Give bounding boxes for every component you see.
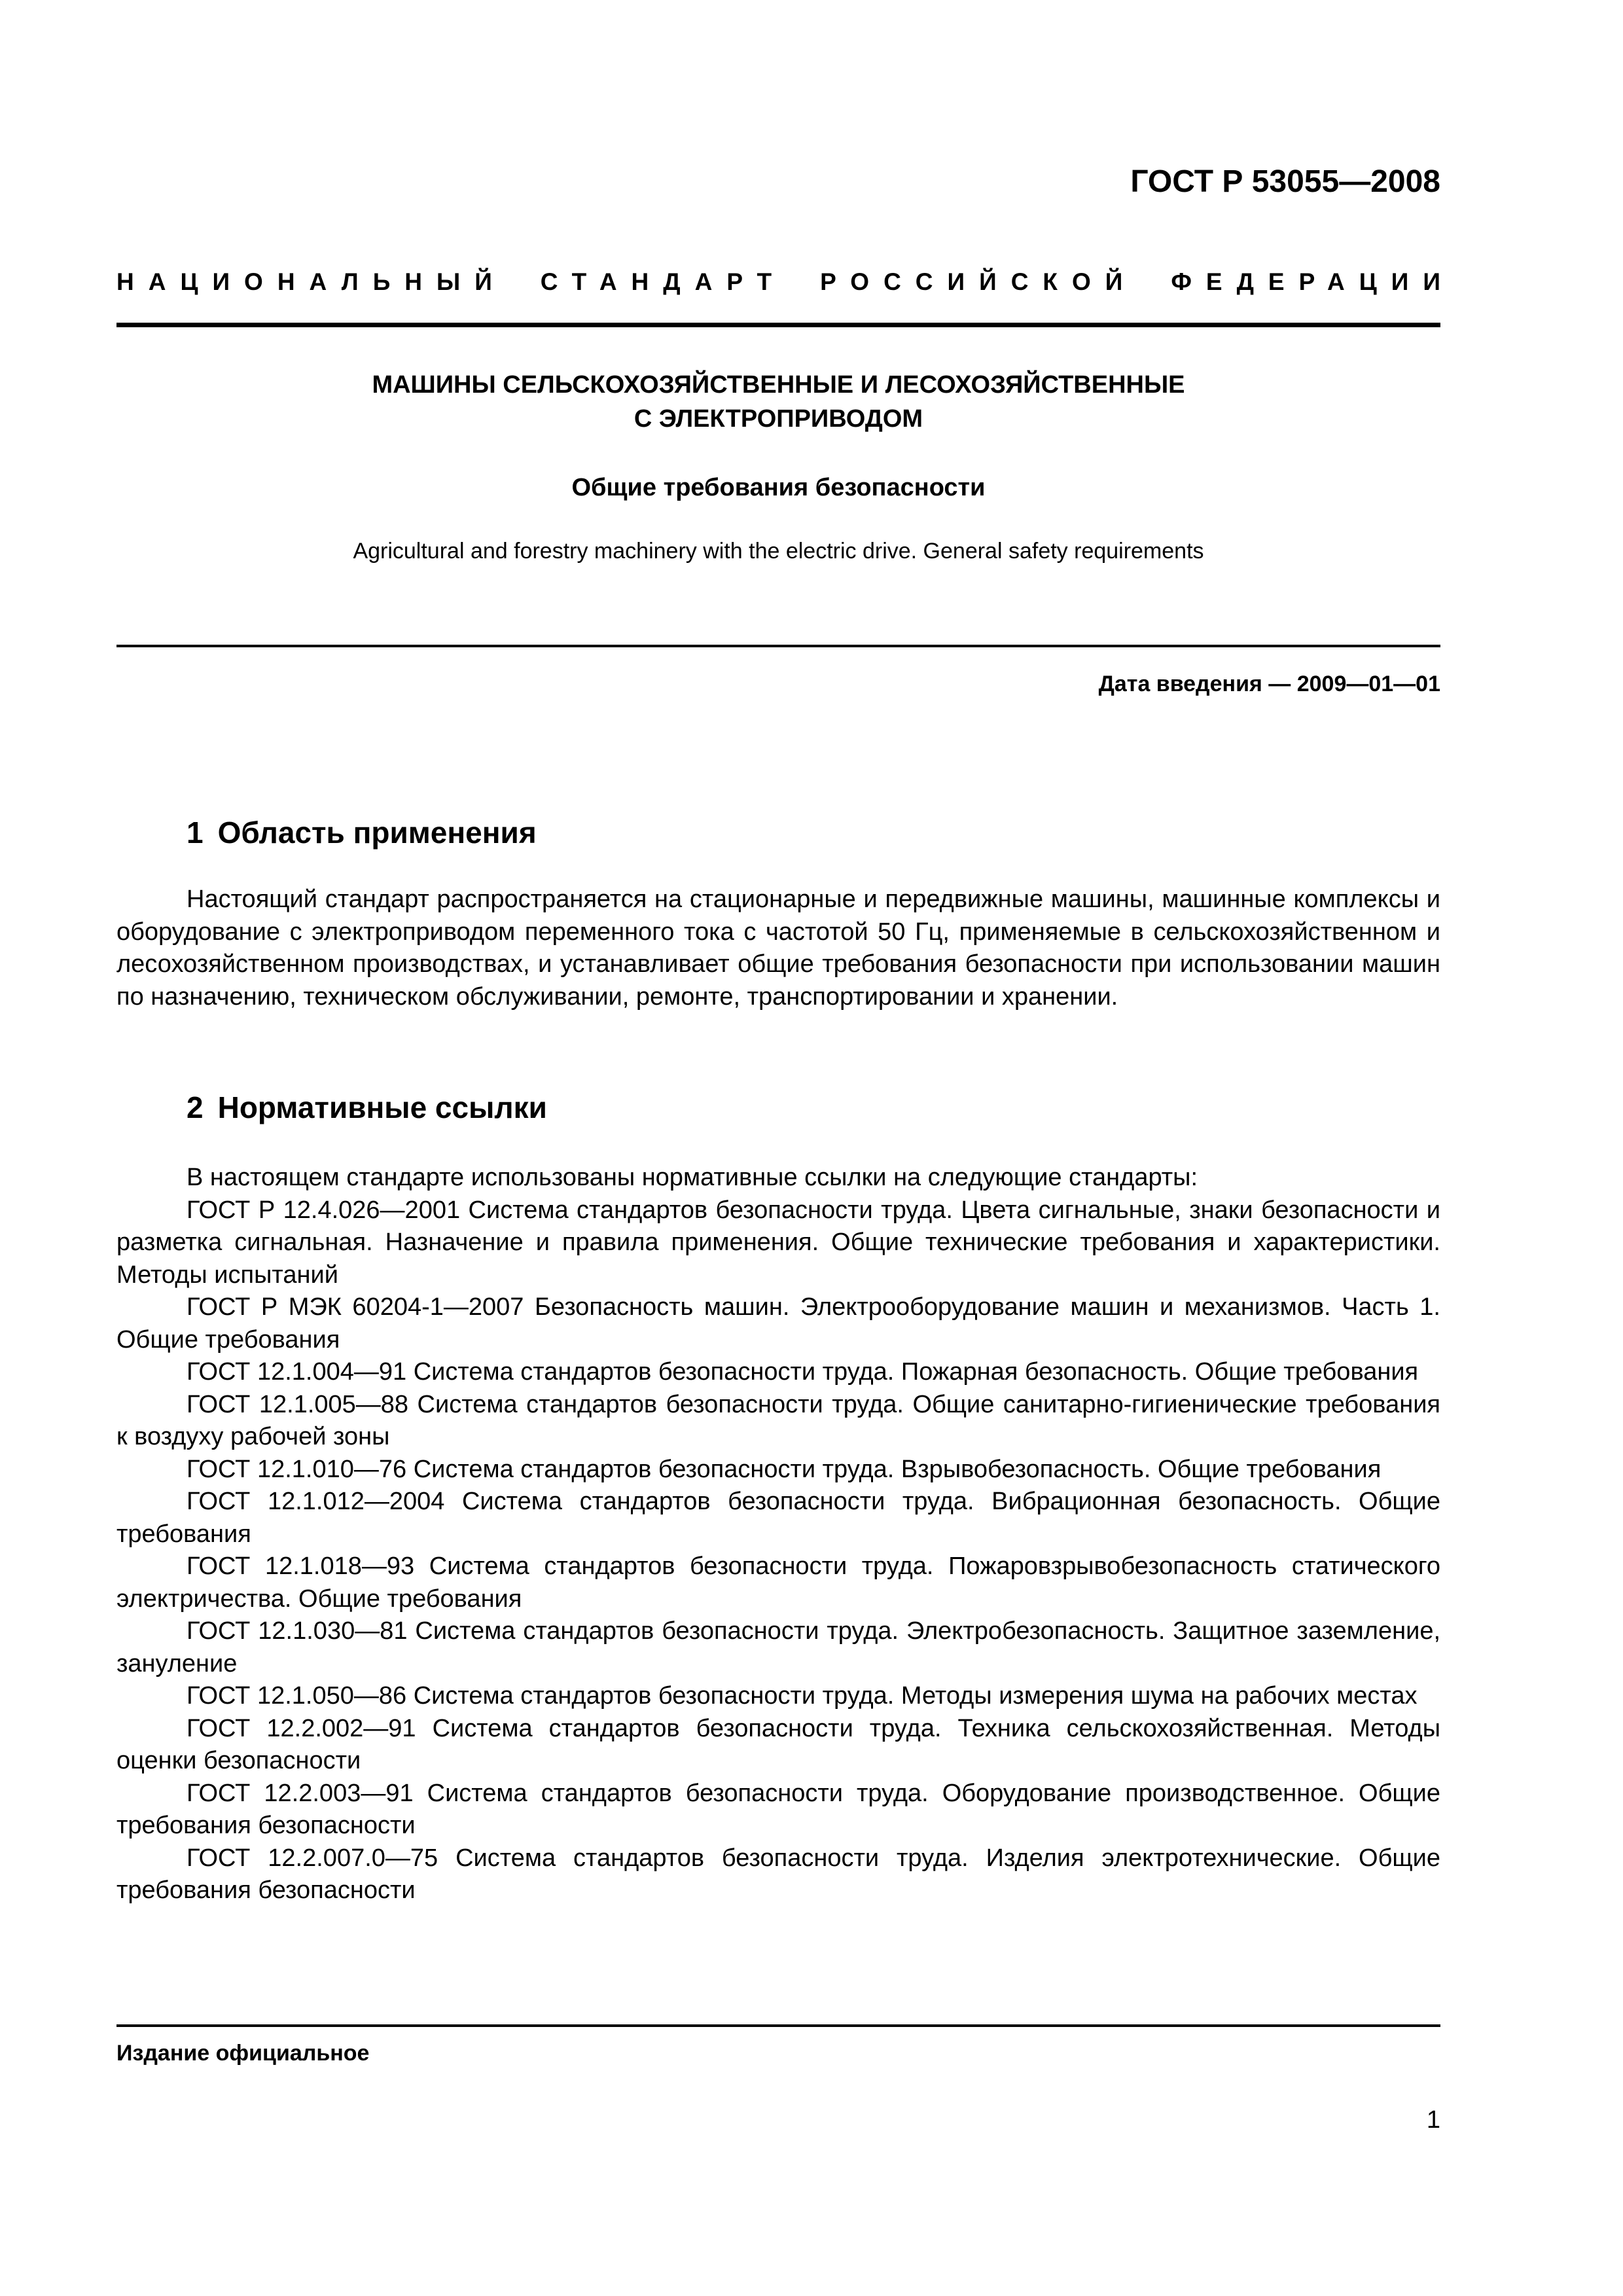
english-title: Agricultural and forestry machinery with the electric drive. General safety requirements xyxy=(353,539,1204,564)
header-divider xyxy=(116,323,1440,327)
reference-item xyxy=(116,1615,1440,1680)
reference-title: Безопасность машин. Электрооборудование машин и механизмов. Часть 1. Общие требования xyxy=(116,1293,1440,1354)
title-line-2: С ЭЛЕКТРОПРИВОДОМ xyxy=(633,405,923,433)
page-number: 1 xyxy=(1426,2106,1440,2134)
banner-word: СТАНДАРТ xyxy=(540,268,787,295)
reference-title: Система стандартов безопасности труда. Пожаровзрывобезопасность статического электричества. Общие требования xyxy=(116,1552,1441,1613)
section-heading-scope xyxy=(187,815,537,850)
reference-item xyxy=(116,1551,1440,1615)
national-standard-banner xyxy=(116,268,1455,296)
reference-item xyxy=(116,1486,1440,1551)
reference-code: ГОСТ 12.2.003—91 xyxy=(187,1779,414,1807)
reference-code: ГОСТ Р МЭК 60204-1—2007 xyxy=(187,1293,524,1321)
reference-item xyxy=(116,1713,1440,1778)
reference-item xyxy=(116,1389,1440,1454)
reference-title: Система стандартов безопасности труда. Общие санитарно-гигиенические требования к воздуху рабочей зоны xyxy=(116,1390,1440,1450)
reference-item xyxy=(116,1356,1440,1389)
banner-word: ФЕДЕРАЦИИ xyxy=(1171,268,1455,295)
scope-paragraph: Настоящий стандарт распространяется на стационарные и передвижные машины, машинные комплексы и оборудование с электроприводом переменного тока с частотой 50 Гц, применяемые в сельскохозяйственном и лесохозяйственном производствах, и устанавливает общие требования безопасности при использовании машин по назначению, техническом обслуживании, ремонте, транспортировании и хранении. xyxy=(116,886,1440,1011)
reference-item xyxy=(116,1454,1440,1486)
reference-item xyxy=(116,1680,1440,1713)
reference-title: Система стандартов безопасности труда. Цвета сигнальные, знаки безопасности и разметка сигнальная. Назначение и правила применения. Общие технические требования и характеристики. Методы испытаний xyxy=(116,1196,1440,1289)
reference-code: ГОСТ 12.2.002—91 xyxy=(187,1714,416,1742)
reference-item xyxy=(116,1842,1440,1907)
reference-title: Система стандартов безопасности труда. Техника сельскохозяйственная. Методы оценки безопасности xyxy=(116,1714,1441,1774)
banner-word: РОССИЙСКОЙ xyxy=(820,268,1137,295)
reference-item xyxy=(116,1291,1440,1356)
title-line-1: МАШИНЫ СЕЛЬСКОХОЗЯЙСТВЕННЫЕ И ЛЕСОХОЗЯЙСТВЕННЫЕ xyxy=(372,371,1185,399)
reference-code: ГОСТ 12.1.050—86 xyxy=(187,1682,407,1710)
reference-code: ГОСТ 12.1.012—2004 xyxy=(187,1488,445,1515)
reference-code: ГОСТ 12.1.005—88 xyxy=(187,1390,409,1418)
document-number: ГОСТ Р 53055—2008 xyxy=(1130,164,1440,199)
footer-divider xyxy=(116,2024,1440,2027)
reference-code: ГОСТ 12.1.018—93 xyxy=(187,1552,415,1580)
section-number: 1 xyxy=(187,816,204,850)
official-edition-label: Издание официальное xyxy=(116,2041,370,2066)
banner-word: НАЦИОНАЛЬНЫЙ xyxy=(116,268,507,295)
reference-code: ГОСТ 12.2.007.0—75 xyxy=(187,1844,438,1872)
reference-code: ГОСТ 12.1.004—91 xyxy=(187,1358,407,1386)
reference-code: ГОСТ Р 12.4.026—2001 xyxy=(187,1196,461,1224)
reference-title: Система стандартов безопасности труда. Пожарная безопасность. Общие требования xyxy=(413,1358,1419,1386)
reference-title: Система стандартов безопасности труда. Электробезопасность. Защитное заземление, зануление xyxy=(116,1617,1441,1677)
references-section-body xyxy=(116,1162,1440,1907)
reference-code: ГОСТ 12.1.030—81 xyxy=(187,1617,408,1645)
reference-title: Система стандартов безопасности труда. Изделия электротехнические. Общие требования безопасности xyxy=(116,1844,1441,1904)
reference-item xyxy=(116,1778,1440,1842)
section-title: Область применения xyxy=(217,816,537,850)
section-title: Нормативные ссылки xyxy=(217,1090,547,1124)
document-subtitle: Общие требования безопасности xyxy=(571,474,986,501)
reference-code: ГОСТ 12.1.010—76 xyxy=(187,1455,407,1483)
reference-title: Система стандартов безопасности труда. Взрывобезопасность. Общие требования xyxy=(413,1455,1382,1483)
reference-title: Система стандартов безопасности труда. Оборудование производственное. Общие требования безопасности xyxy=(116,1779,1440,1839)
title-block xyxy=(116,368,1440,564)
section-number: 2 xyxy=(187,1090,204,1124)
scope-section-body xyxy=(116,884,1440,1013)
references-lead: В настоящем стандарте использованы нормативные ссылки на следующие стандарты: xyxy=(187,1164,1198,1191)
reference-title: Система стандартов безопасности труда. Вибрационная безопасность. Общие требования xyxy=(116,1488,1440,1548)
introduction-date: Дата введения — 2009—01—01 xyxy=(1098,672,1440,696)
reference-item xyxy=(116,1194,1440,1292)
section-heading-references xyxy=(187,1090,547,1125)
title-divider xyxy=(116,645,1440,647)
reference-title: Система стандартов безопасности труда. Методы измерения шума на рабочих местах xyxy=(413,1682,1418,1710)
